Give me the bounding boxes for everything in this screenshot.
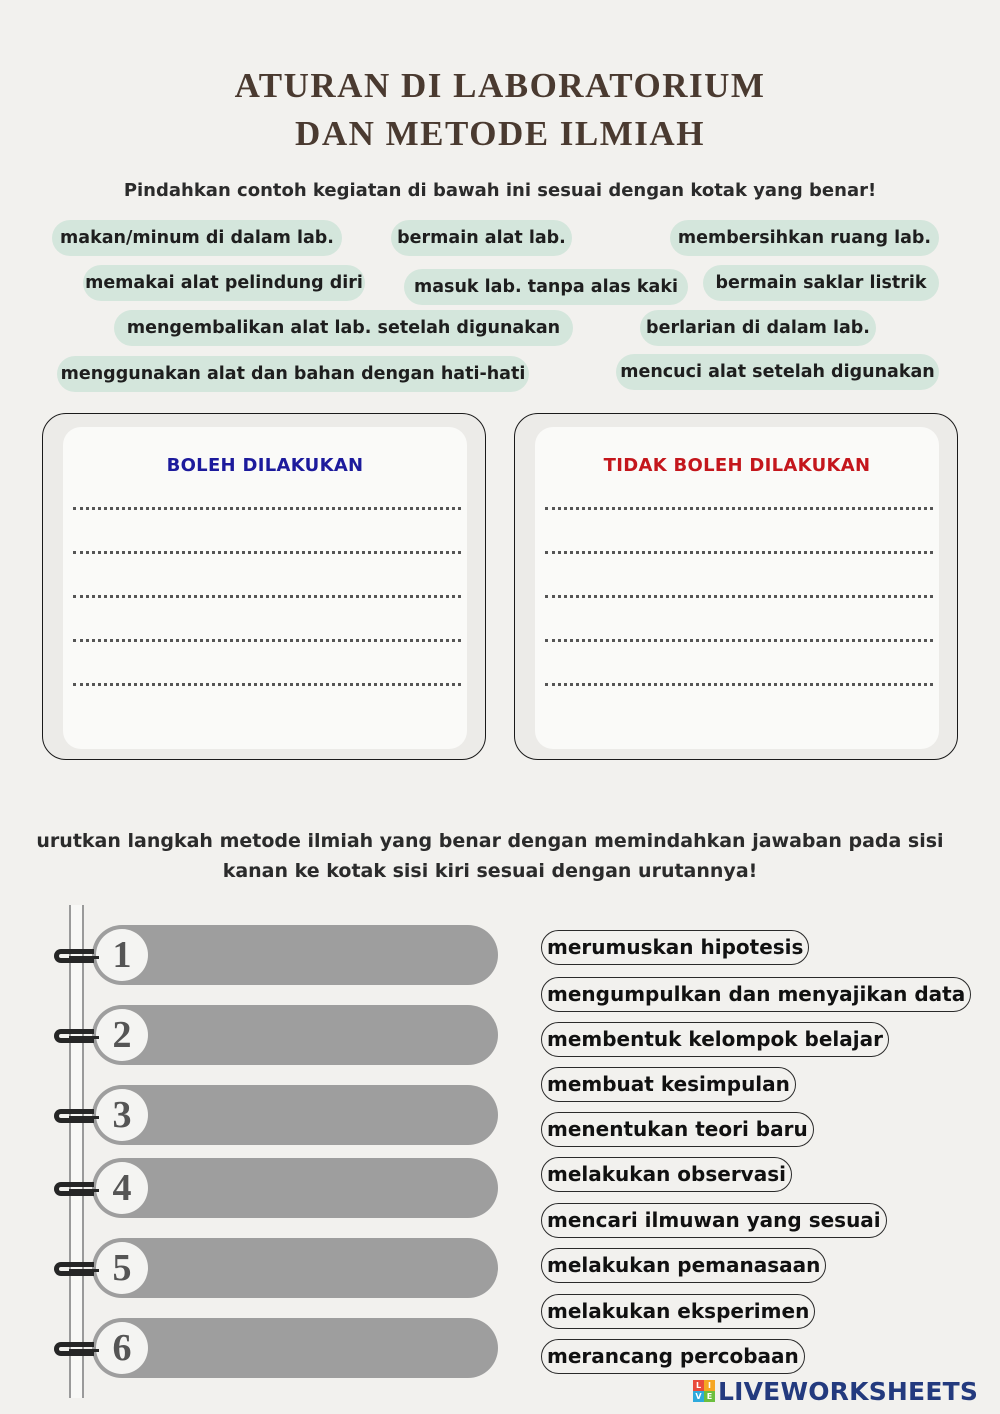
answer-line[interactable] xyxy=(73,507,461,510)
ring-binder-icon xyxy=(54,1342,94,1356)
answer-option[interactable]: mencari ilmuwan yang sesuai xyxy=(541,1203,887,1238)
ring-binder-icon xyxy=(54,949,94,963)
answer-line[interactable] xyxy=(545,683,933,686)
answer-option[interactable]: membuat kesimpulan xyxy=(541,1067,796,1102)
slot-number: 2 xyxy=(96,1009,148,1061)
activity-chip[interactable]: menggunakan alat dan bahan dengan hati-hati xyxy=(57,356,529,392)
sequence-slot-4[interactable] xyxy=(92,1158,498,1218)
answer-option[interactable]: membentuk kelompok belajar xyxy=(541,1022,889,1057)
activity-chip[interactable]: masuk lab. tanpa alas kaki xyxy=(404,269,688,305)
forbidden-heading: TIDAK BOLEH DILAKUKAN xyxy=(603,455,871,476)
allowed-drop-area[interactable] xyxy=(63,427,467,749)
notebook-spine xyxy=(69,905,84,1398)
sequence-slot-5[interactable] xyxy=(92,1238,498,1298)
sequence-slot-1[interactable] xyxy=(92,925,498,985)
ring-binder-icon xyxy=(54,1109,94,1123)
activity-chip[interactable]: makan/minum di dalam lab. xyxy=(52,220,342,256)
ring-binder-icon xyxy=(54,1182,94,1196)
activity-chip[interactable]: berlarian di dalam lab. xyxy=(640,310,876,346)
activity-chip[interactable]: memakai alat pelindung diri xyxy=(83,265,365,301)
answer-line[interactable] xyxy=(545,551,933,554)
answer-line[interactable] xyxy=(545,507,933,510)
slot-number: 1 xyxy=(96,929,148,981)
activity-chip[interactable]: mengembalikan alat lab. setelah digunakan xyxy=(114,310,573,346)
answer-option[interactable]: merumuskan hipotesis xyxy=(541,930,809,965)
activity-chip[interactable]: bermain saklar listrik xyxy=(703,265,939,301)
answer-option[interactable]: melakukan eksperimen xyxy=(541,1294,815,1329)
answer-line[interactable] xyxy=(73,551,461,554)
answer-option[interactable]: melakukan pemanasaan xyxy=(541,1248,826,1283)
answer-option[interactable]: melakukan observasi xyxy=(541,1157,792,1192)
section2-instruction-line-2: kanan ke kotak sisi kiri sesuai dengan urutannya! xyxy=(222,860,758,882)
answer-line[interactable] xyxy=(73,639,461,642)
page-title-line-2: DAN METODE ILMIAH xyxy=(295,114,705,153)
sequence-slot-6[interactable] xyxy=(92,1318,498,1378)
slot-number: 4 xyxy=(96,1162,148,1214)
answer-line[interactable] xyxy=(73,595,461,598)
activity-chip[interactable]: membersihkan ruang lab. xyxy=(670,220,939,256)
answer-option[interactable]: menentukan teori baru xyxy=(541,1112,814,1147)
slot-number: 6 xyxy=(96,1322,148,1374)
answer-option[interactable]: merancang percobaan xyxy=(541,1339,805,1374)
section2-instruction-line-1: urutkan langkah metode ilmiah yang benar dengan memindahkan jawaban pada sisi xyxy=(36,830,944,852)
brand-text: LIVEWORKSHEETS xyxy=(718,1376,979,1406)
allowed-heading: BOLEH DILAKUKAN xyxy=(166,455,364,476)
answer-line[interactable] xyxy=(73,683,461,686)
section2-instruction xyxy=(0,826,980,886)
forbidden-drop-area[interactable] xyxy=(535,427,939,749)
ring-binder-icon xyxy=(54,1029,94,1043)
slot-number: 3 xyxy=(96,1089,148,1141)
answer-line[interactable] xyxy=(545,595,933,598)
allowed-box xyxy=(42,413,486,760)
sequence-slot-2[interactable] xyxy=(92,1005,498,1065)
activity-chip[interactable]: bermain alat lab. xyxy=(391,220,572,256)
page-title-line-1: ATURAN DI LABORATORIUM xyxy=(234,66,766,105)
answer-option[interactable]: mengumpulkan dan menyajikan data xyxy=(541,977,971,1012)
answer-line[interactable] xyxy=(545,639,933,642)
liveworksheets-brand[interactable] xyxy=(693,1376,978,1406)
ring-binder-icon xyxy=(54,1262,94,1276)
section1-instruction: Pindahkan contoh kegiatan di bawah ini sesuai dengan kotak yang benar! xyxy=(123,180,877,201)
slot-number: 5 xyxy=(96,1242,148,1294)
activity-chip[interactable]: mencuci alat setelah digunakan xyxy=(616,354,939,390)
liveworksheets-logo-icon: L I V E xyxy=(693,1380,715,1402)
forbidden-box xyxy=(514,413,958,760)
sequence-slot-3[interactable] xyxy=(92,1085,498,1145)
